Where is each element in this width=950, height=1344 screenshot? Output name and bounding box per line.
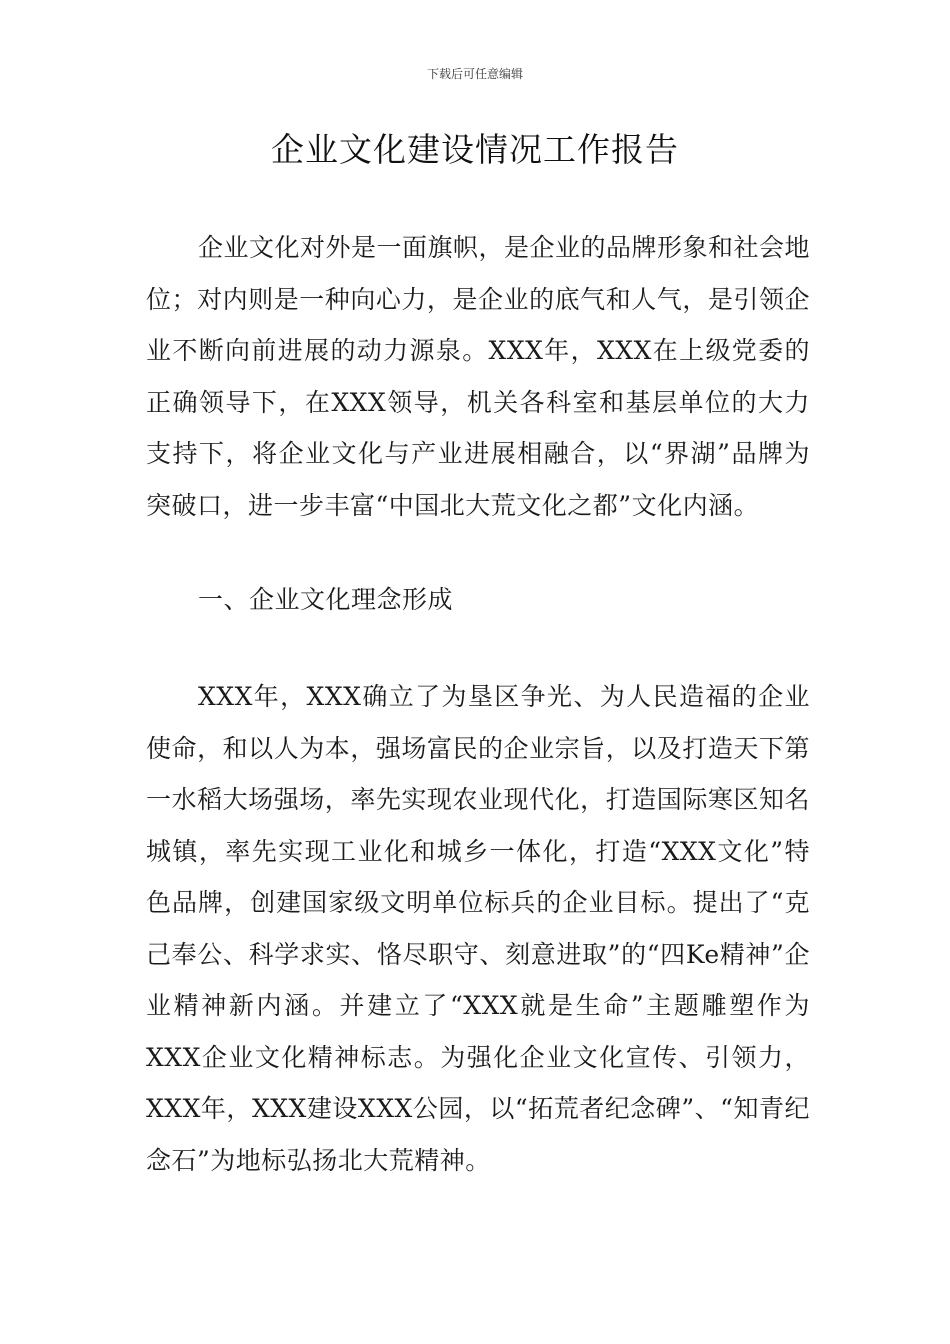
page-header-note: 下载后可任意编辑	[426, 67, 523, 81]
section-heading-1: 一、企业文化理念形成	[198, 585, 454, 614]
document-title: 企业文化建设情况工作报告	[271, 130, 679, 169]
section-1-paragraph: XXX年，XXX确立了为垦区争光、为人民造福的企业使命，和以人为本，强场富民的企业宗旨，以及打造天下第一水稻大场强场，率先实现农业现代化，打造国际寒区知名城镇，率先实现工业化和城乡一体化，打造“XXX文化”特色品牌，创建国家级文明单位标兵的企业目标。提出了“克己奉公、科学求实、恪尽职守、刻意进取”的“四Ke精神”企业精神新内涵。并建立了“XXX就是生命”主题雕塑作为XXX企业文化精神标志。为强化企业文化宣传、引领力，XXX年，XXX建设XXX公园，以“拓荒者纪念碑”、“知青纪念石”为地标弘扬北大荒精神。	[146, 682, 810, 1175]
intro-paragraph: 企业文化对外是一面旗帜，是企业的品牌形象和社会地位；对内则是一种向心力，是企业的底气和人气，是引领企业不断向前进展的动力源泉。XXX年，XXX在上级党委的正确领导下，在XXX领导，机关各科室和基层单位的大力支持下，将企业文化与产业进展相融合，以“界湖”品牌为突破口，进一步丰富“中国北大荒文化之都”文化内涵。	[146, 233, 811, 520]
